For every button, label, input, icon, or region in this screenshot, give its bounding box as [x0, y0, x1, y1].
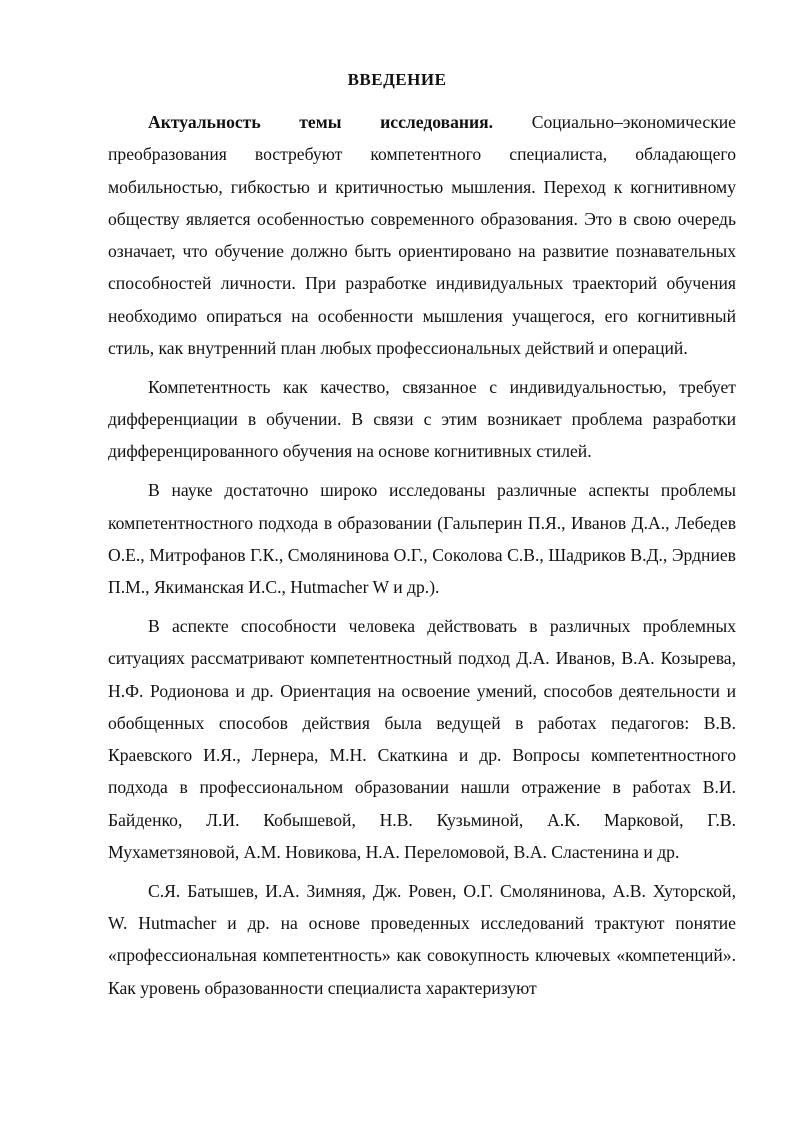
- paragraph-text: Компетентность как качество, связанное с индивидуальностью, требует дифференциации в обучении. В связи с этим возникает проблема разработки дифференцированного обучения на основе когнитивных стилей.: [108, 376, 736, 462]
- paragraph-relevance: [108, 106, 736, 364]
- paragraph-text: Социально–экономические преобразования востребуют компетентного специалиста, обладающего мобильностью, гибкостью и критичностью мышления. Переход к когнитивному обществу является особенностью современного образования. Это в свою очередь означает, что обучение должно быть ориентировано на развитие познавательных способностей личности. При разработке индивидуальных траекторий обучения необходимо опираться на особенности мышления учащегося, его когнитивный стиль, как внутренний план любых профессиональных действий и операций.: [108, 112, 736, 359]
- paragraph-lead: Актуальность темы исследования.: [148, 112, 494, 132]
- paragraph-approach-authors: [108, 610, 736, 868]
- paragraph-text: В аспекте способности человека действовать в различных проблемных ситуациях рассматривают компетентностный подход Д.А. Иванов, В.А. Козырева, Н.Ф. Родионова и др. Ориентация на освоение умений, способов деятельности и обобщенных способов действия была ведущей в работах педагогов: В.В. Краевского И.Я., Лернера, М.Н. Скаткина и др. Вопросы компетентностного подхода в профессиональном образовании нашли отражение в работах В.И. Байденко, Л.И. Кобышевой, Н.В. Кузьминой, А.К. Марковой, Г.В. Мухаметзяновой, А.М. Новикова, Н.А. Переломовой, В.А. Сластенина и др.: [108, 615, 736, 863]
- paragraph-text: В науке достаточно широко исследованы различные аспекты проблемы компетентностного подхода в образовании (Гальперин П.Я., Иванов Д.А., Лебедев О.Е., Митрофанов Г.К., Смолянинова О.Г., Соколова С.В., Шадриков В.Д., Эрдниев П.М., Якиманская И.С., Hutmacher W и др.).: [108, 480, 736, 598]
- paragraph-research-aspects: [108, 474, 736, 603]
- paragraph-text: С.Я. Батышев, И.А. Зимняя, Дж. Ровен, О.Г. Смолянинова, А.В. Хуторской, W. Hutmacher и др. на основе проведенных исследований трактуют понятие «профессиональная компетентность» как совокупность ключевых «компетенций». Как уровень образованности специалиста характеризуют: [108, 880, 736, 998]
- section-heading: ВВЕДЕНИЕ: [347, 70, 447, 89]
- body-text: [108, 106, 736, 1004]
- paragraph-professional-competence: [108, 875, 736, 1004]
- paragraph-competence: [108, 371, 736, 468]
